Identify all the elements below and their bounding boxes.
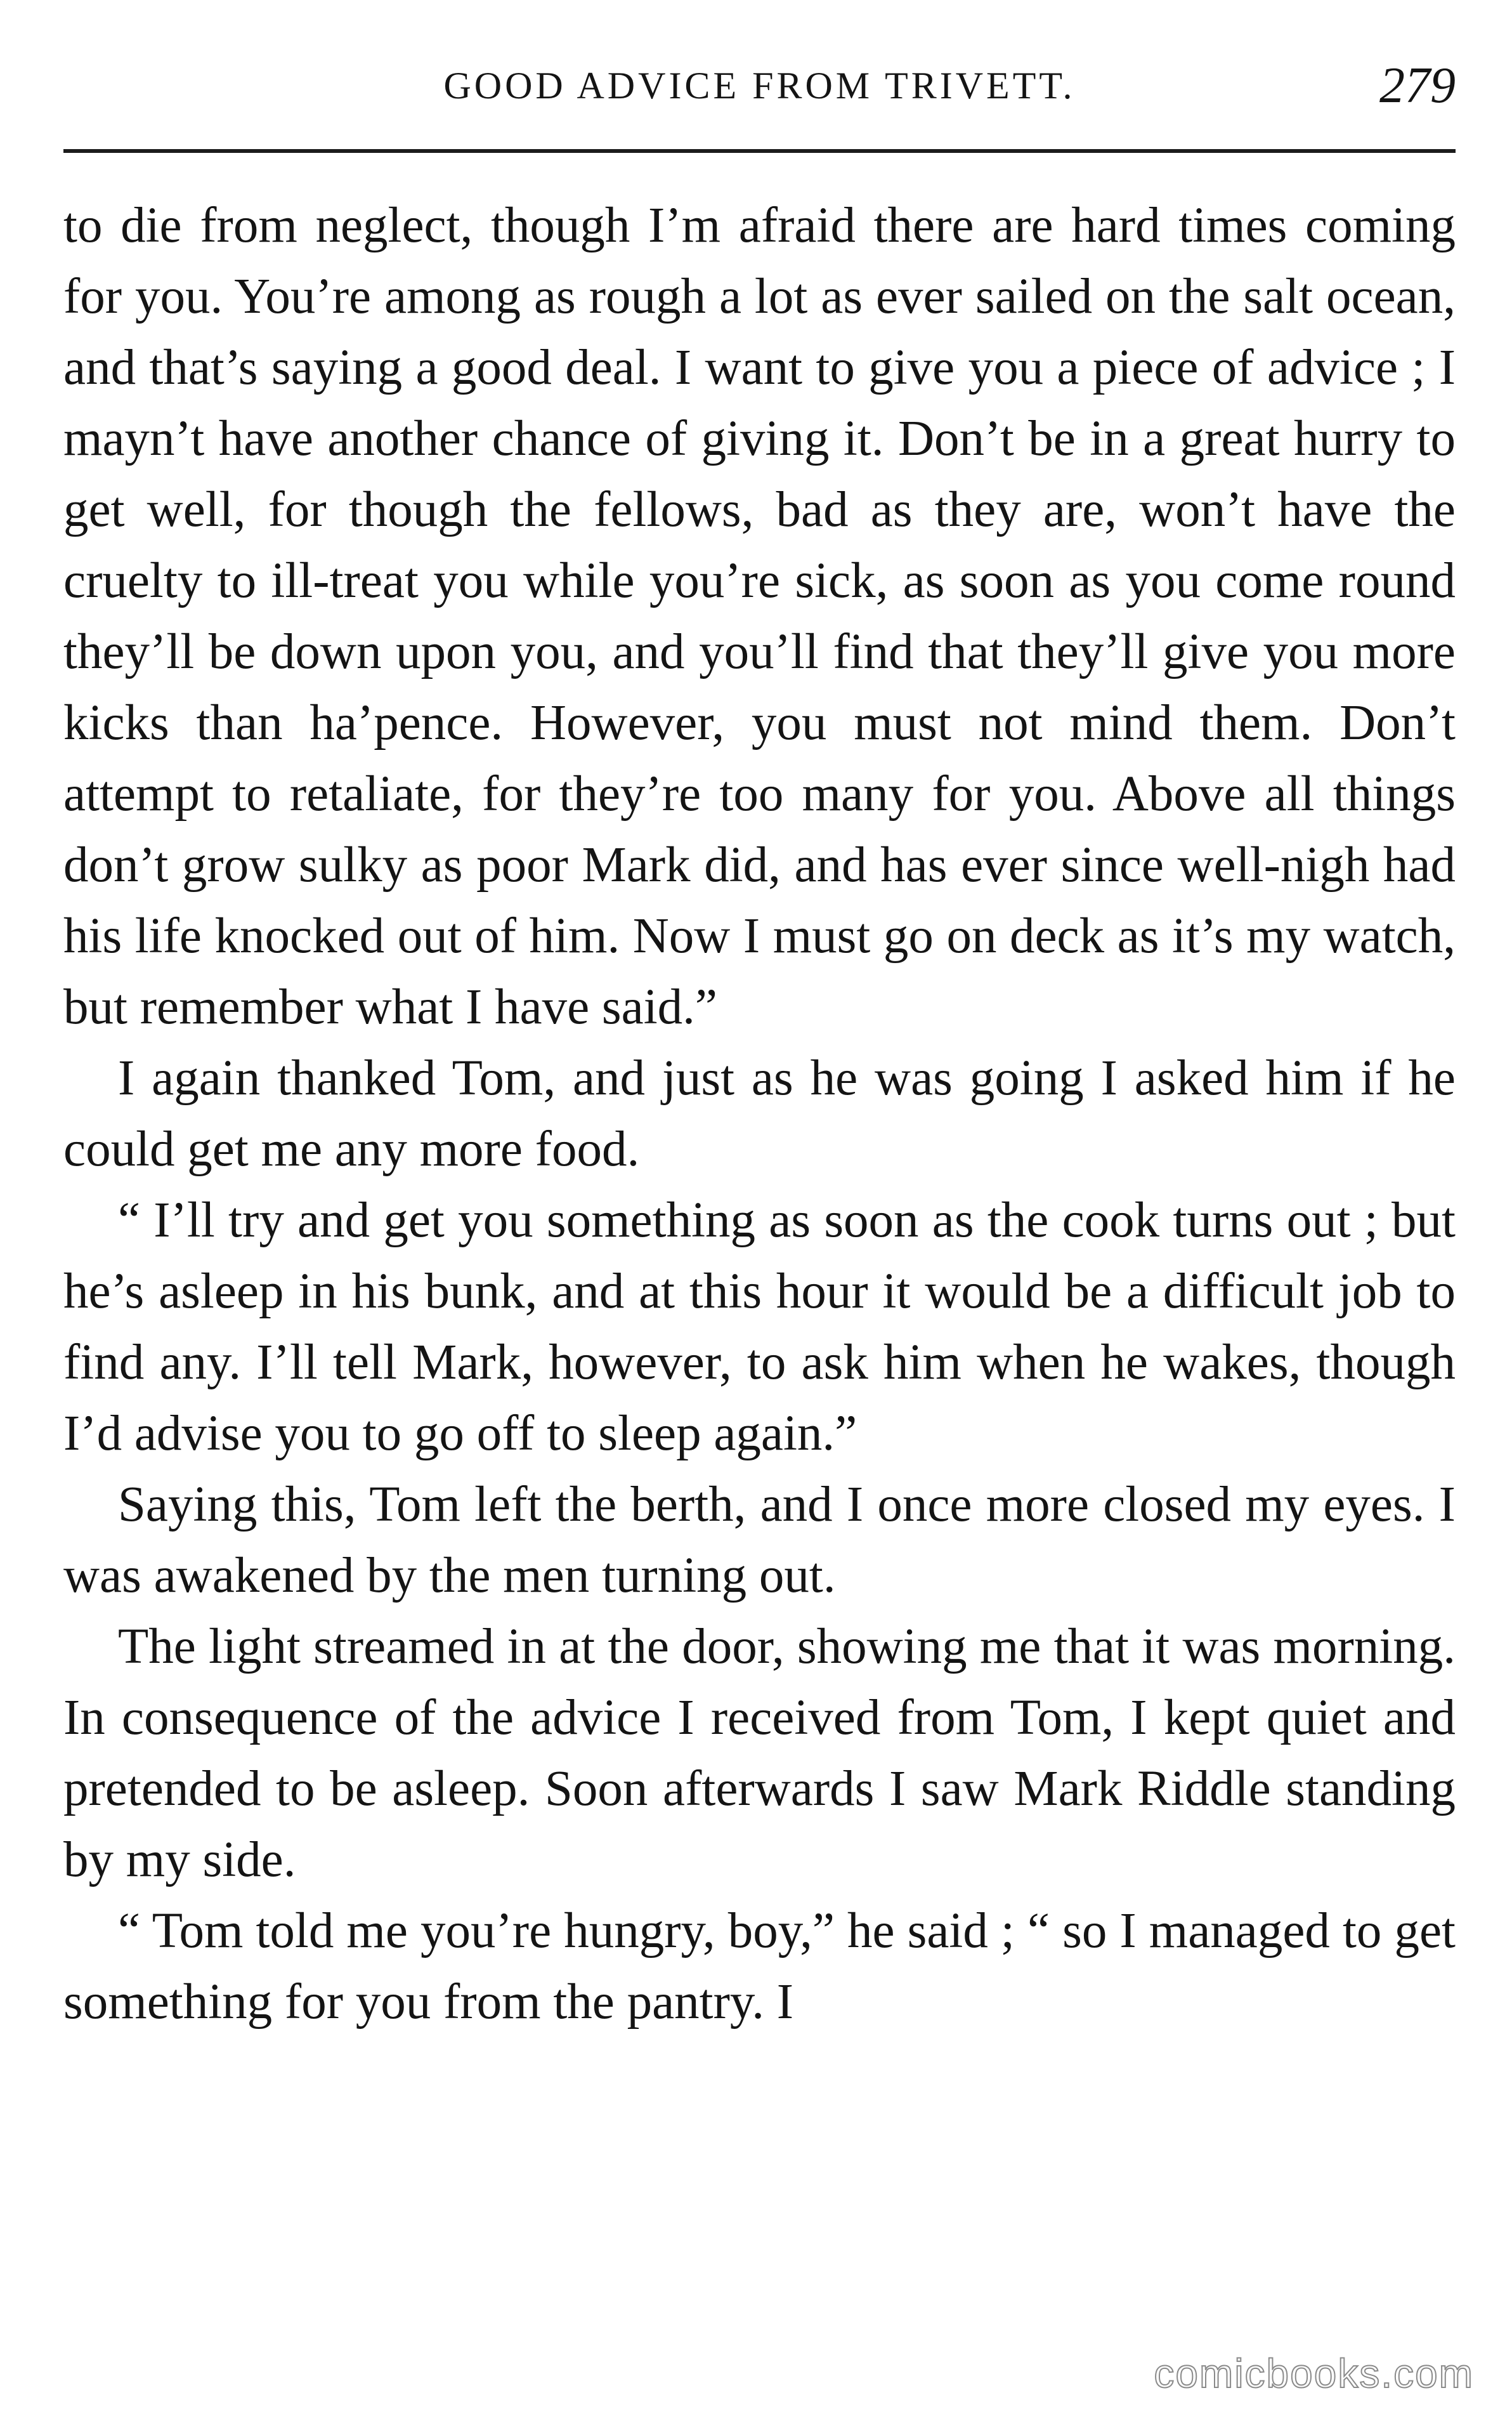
paragraph-6: “ Tom told me you’re hungry, boy,” he said ; “ so I managed to get something for you from the pantry. I (63, 1903, 1456, 2030)
header-rule (63, 149, 1456, 153)
paragraph-2: I again thanked Tom, and just as he was going I asked him if he could get me any more food. (63, 1051, 1456, 1177)
paragraph-4: Saying this, Tom left the berth, and I once more closed my eyes. I was awakened by the men turning out. (63, 1477, 1456, 1603)
running-head (63, 51, 1456, 121)
body-text (63, 190, 1456, 2038)
paragraph-5: The light streamed in at the door, showing me that it was morning. In consequence of the advice I received from Tom, I kept quiet and pretended to be asleep. Soon afterwards I saw Mark Riddle standing by my side. (63, 1619, 1456, 1887)
paragraph-1: to die from neglect, though I’m afraid there are hard times coming for you. You’re among as rough a lot as ever sailed on the salt ocean, and that’s saying a good deal. I want to give you a piece of advice ; I mayn’t have another chance of giving it. Don’t be in a great hurry to get well, for though the fellows, bad as they are, won’t have the cruelty to ill-treat you while you’re sick, as soon as you come round they’ll be down upon you, and you’ll find that they’ll give you more kicks than ha’pence. However, you must not mind them. Don’t attempt to retaliate, for they’re too many for you. Above all things don’t grow sulky as poor Mark did, and has ever since well-nigh had his life knocked out of him. Now I must go on deck as it’s my watch, but remember what I have said.” (63, 198, 1456, 1035)
watermark: comicbooks.com (1154, 2351, 1474, 2396)
paragraph-3: “ I’ll try and get you something as soon as the cook turns out ; but he’s asleep in his bunk, and at this hour it would be a difficult job to find any. I’ll tell Mark, however, to ask him when he wakes, though I’d advise you to go off to sleep again.” (63, 1193, 1456, 1461)
page-number: 279 (1379, 58, 1456, 114)
chapter-running-title: GOOD ADVICE FROM TRIVETT. (443, 65, 1076, 107)
